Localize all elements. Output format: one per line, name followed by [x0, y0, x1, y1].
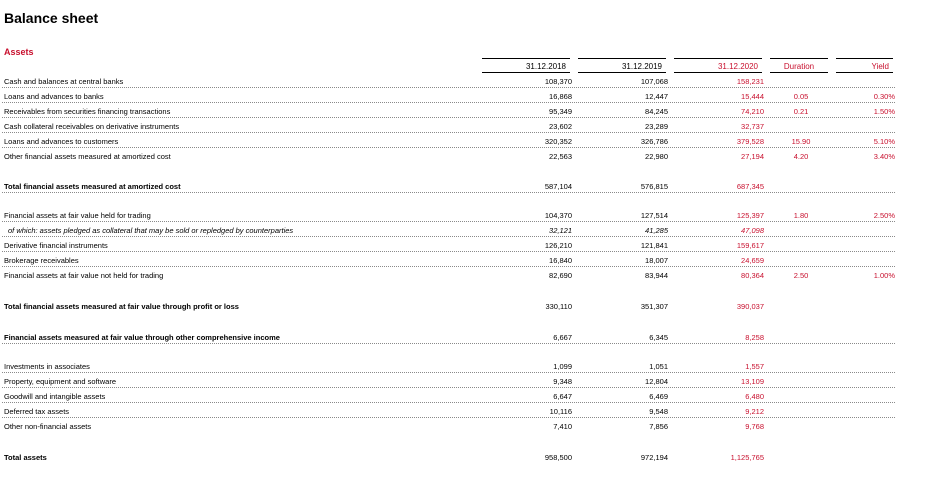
value-2018: 23,602 — [549, 122, 572, 131]
table-row — [2, 392, 895, 403]
row-label: Total financial assets measured at fair value through profit or loss — [4, 302, 239, 311]
value-2020: 32,737 — [741, 122, 764, 131]
value-2020: 1,125,765 — [730, 453, 764, 462]
table-row — [2, 77, 895, 88]
row-label: Other non-financial assets — [4, 422, 92, 431]
value-2019: 576,815 — [640, 182, 668, 191]
value-yield: 1.00% — [873, 271, 895, 280]
row-label: of which: assets pledged as collateral that may be sold or repledged by counterparties — [8, 226, 294, 235]
value-2018: 9,348 — [553, 377, 572, 386]
table-row — [2, 122, 895, 133]
value-yield: 0.30% — [873, 92, 895, 101]
row-label: Brokerage receivables — [4, 256, 79, 265]
value-2018: 22,563 — [549, 152, 572, 161]
value-2019: 41,285 — [645, 226, 668, 235]
row-label: Cash collateral receivables on derivative instruments — [4, 122, 180, 131]
total-row — [2, 453, 895, 463]
value-2020: 27,194 — [741, 152, 764, 161]
value-2018: 320,352 — [544, 137, 572, 146]
value-yield: 2.50% — [873, 211, 895, 220]
value-2019: 12,447 — [645, 92, 668, 101]
value-2019: 127,514 — [640, 211, 668, 220]
column-header-duration: Duration — [770, 58, 828, 73]
value-duration: 4.20 — [793, 152, 809, 161]
value-2020: 379,528 — [736, 137, 764, 146]
value-2020: 15,444 — [741, 92, 764, 101]
value-2018: 6,647 — [553, 392, 572, 401]
row-label: Financial assets measured at fair value through other comprehensive income — [4, 333, 280, 342]
value-2020: 74,210 — [741, 107, 764, 116]
value-2019: 326,786 — [640, 137, 668, 146]
table-row — [2, 256, 895, 267]
row-label: Loans and advances to customers — [4, 137, 119, 146]
value-2019: 23,289 — [645, 122, 668, 131]
row-label: Investments in associates — [4, 362, 90, 371]
value-2020: 390,037 — [736, 302, 764, 311]
row-label: Property, equipment and software — [4, 377, 117, 386]
value-2020: 24,659 — [741, 256, 764, 265]
value-2018: 7,410 — [553, 422, 572, 431]
value-2018: 82,690 — [549, 271, 572, 280]
value-2020: 159,617 — [736, 241, 764, 250]
column-header-2019: 31.12.2019 — [578, 58, 666, 73]
value-duration: 0.21 — [793, 107, 809, 116]
value-yield: 5.10% — [873, 137, 895, 146]
value-2018: 16,868 — [549, 92, 572, 101]
value-2019: 18,007 — [645, 256, 668, 265]
value-2019: 351,307 — [640, 302, 668, 311]
value-2020: 80,364 — [741, 271, 764, 280]
table-row — [2, 211, 895, 222]
value-2019: 7,856 — [649, 422, 668, 431]
table-row — [2, 271, 895, 281]
row-label: Goodwill and intangible assets — [4, 392, 106, 401]
value-2019: 6,345 — [649, 333, 668, 342]
value-2019: 84,245 — [645, 107, 668, 116]
row-label: Total assets — [4, 453, 47, 462]
value-2019: 107,068 — [640, 77, 668, 86]
table-row — [2, 377, 895, 388]
row-label: Derivative financial instruments — [4, 241, 108, 250]
value-2018: 1,099 — [553, 362, 572, 371]
value-2019: 12,804 — [645, 377, 668, 386]
row-label: Deferred tax assets — [4, 407, 70, 416]
value-2018: 10,116 — [549, 407, 572, 416]
value-2018: 95,349 — [549, 107, 572, 116]
value-2018: 108,370 — [544, 77, 572, 86]
row-label: Loans and advances to banks — [4, 92, 104, 101]
value-2018: 587,104 — [544, 182, 572, 191]
value-yield: 3.40% — [873, 152, 895, 161]
section-title-assets: Assets — [4, 47, 34, 57]
value-2019: 121,841 — [640, 241, 668, 250]
value-yield: 1.50% — [873, 107, 895, 116]
value-duration: 1.80 — [793, 211, 809, 220]
page-title: Balance sheet — [4, 10, 99, 26]
value-2019: 972,194 — [640, 453, 668, 462]
value-2018: 32,121 — [549, 226, 572, 235]
value-2020: 9,212 — [745, 407, 764, 416]
value-2019: 6,469 — [649, 392, 668, 401]
value-2020: 158,231 — [736, 77, 764, 86]
value-duration: 15.90 — [791, 137, 811, 146]
value-2020: 9,768 — [745, 422, 764, 431]
value-2019: 1,051 — [649, 362, 668, 371]
value-2020: 1,557 — [745, 362, 764, 371]
table-row — [2, 422, 895, 432]
table-row — [2, 107, 895, 118]
value-2018: 6,667 — [553, 333, 572, 342]
table-row — [2, 362, 895, 373]
value-2020: 6,480 — [745, 392, 764, 401]
value-2020: 13,109 — [741, 377, 764, 386]
total-row — [2, 182, 895, 193]
row-label: Receivables from securities financing transactions — [4, 107, 171, 116]
total-row — [2, 333, 895, 344]
value-2020: 125,397 — [736, 211, 764, 220]
row-label: Cash and balances at central banks — [4, 77, 124, 86]
table-row — [2, 226, 895, 237]
column-header-2018: 31.12.2018 — [482, 58, 570, 73]
value-2018: 126,210 — [544, 241, 572, 250]
value-2018: 16,840 — [549, 256, 572, 265]
row-label: Financial assets at fair value held for trading — [4, 211, 151, 220]
value-2018: 104,370 — [544, 211, 572, 220]
table-row — [2, 407, 895, 418]
value-2018: 958,500 — [544, 453, 572, 462]
value-2019: 83,944 — [645, 271, 668, 280]
total-row — [2, 302, 895, 312]
value-2019: 9,548 — [649, 407, 668, 416]
value-duration: 0.05 — [793, 92, 809, 101]
row-label: Financial assets at fair value not held for trading — [4, 271, 164, 280]
table-row — [2, 241, 895, 252]
row-label: Total financial assets measured at amortized cost — [4, 182, 181, 191]
value-duration: 2.50 — [793, 271, 809, 280]
value-2020: 47,098 — [741, 226, 764, 235]
row-label: Other financial assets measured at amortized cost — [4, 152, 171, 161]
value-2019: 22,980 — [645, 152, 668, 161]
table-row — [2, 152, 895, 162]
column-header-yield: Yield — [836, 58, 893, 73]
column-header-2020: 31.12.2020 — [674, 58, 762, 73]
value-2020: 8,258 — [745, 333, 764, 342]
table-row — [2, 137, 895, 148]
table-row — [2, 92, 895, 103]
value-2020: 687,345 — [736, 182, 764, 191]
value-2018: 330,110 — [545, 302, 572, 311]
